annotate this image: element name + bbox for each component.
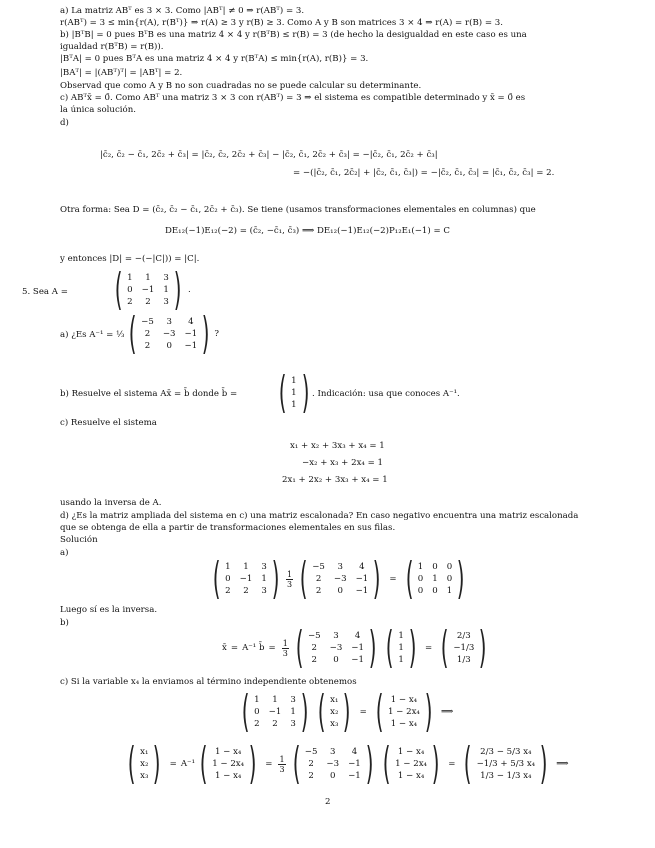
matrix-entry: 1/3 − 1/3 x₄ bbox=[480, 771, 532, 781]
matrix-entry: −1 bbox=[351, 655, 364, 665]
matrix-entry: 3 bbox=[290, 695, 296, 705]
matrix-entry: 0 bbox=[254, 707, 260, 717]
page-number: 2 bbox=[325, 797, 331, 807]
matrix-entry: 0 bbox=[417, 586, 424, 596]
matrix-entry: 3 bbox=[163, 297, 169, 307]
matrix-entry: −1 bbox=[348, 759, 361, 769]
matrix-I bbox=[418, 562, 452, 596]
matrix-Ainv bbox=[305, 747, 361, 781]
matrix-entry: −1 bbox=[348, 771, 361, 781]
matrix-entry: −5 bbox=[141, 317, 154, 327]
matrix-entry: 1 bbox=[254, 695, 260, 705]
matrix-entry: 0 bbox=[166, 341, 172, 351]
matrix-entry: −5 bbox=[307, 631, 321, 641]
matrix-entry: 2 bbox=[311, 655, 318, 665]
matrix-entry: 4 bbox=[359, 562, 365, 572]
matrix-entry: 2 bbox=[127, 297, 133, 307]
system-eq-2: −x₂ + x₃ + 2x₄ = 1 bbox=[302, 458, 384, 468]
matrix-entry: 0 bbox=[432, 586, 438, 596]
text-line: a) bbox=[60, 548, 69, 558]
matrix-entry: x₂ bbox=[140, 759, 149, 769]
matrix-x bbox=[140, 747, 148, 781]
matrix-entry: 1 bbox=[291, 376, 297, 386]
matrix-entry: 1 bbox=[272, 695, 278, 705]
solution-heading: Solución bbox=[60, 535, 98, 545]
matrix-entry: 4 bbox=[354, 631, 361, 641]
matrix-rhs bbox=[212, 747, 244, 781]
solution-c-equation-1: ( 1 1 3 0 −1 1 2 2 3 ) ( x₁ x₂ x₃ ) = ( 1 − x₄ 1 − 2x₄ 1 − x₄ ) ⟹ bbox=[241, 686, 454, 737]
matrix-entry: x₁ bbox=[330, 695, 339, 705]
matrix-entry: 3 bbox=[330, 747, 336, 757]
matrix-entry: 1 − x₄ bbox=[390, 695, 418, 705]
matrix-entry: −3 bbox=[333, 574, 347, 584]
solution-b-equation: x̄ = A⁻¹ b̄ = $\frac{1}{3}$ ( −5 3 4 2 −3 −1 2 0 −1 ) ( 1 1 1 ) = ( 2/3 −1/3 1/3 ) bbox=[222, 622, 487, 673]
matrix-entry: 2 bbox=[254, 719, 260, 729]
text-line: a) La matriz ABᵀ es 3 × 3. Como |ABᵀ| ≠ 0 ⇒ r(ABᵀ) = 3. bbox=[60, 6, 305, 16]
text-line: Otra forma: Sea D = (c̄₂, c̄₂ − c̄₁, 2c̄₂ + c̄₃). Se tiene (usamos transformaciones elementales en columnas) que bbox=[60, 205, 536, 215]
text-line: d) ¿Es la matriz ampliada del sistema en c) una matriz escalonada? En caso negativo encuentra una matriz escalonada bbox=[60, 511, 579, 521]
matrix-entry: 1 − x₄ bbox=[397, 771, 425, 781]
matrix-b bbox=[291, 376, 296, 410]
matrix-entry: 0 bbox=[337, 586, 343, 596]
matrix-entry: 0 bbox=[432, 562, 438, 572]
matrix-entry: 1 bbox=[290, 707, 296, 717]
matrix-entry: −1 bbox=[268, 707, 282, 717]
matrix-xsol bbox=[453, 631, 474, 665]
text-line: igualdad r(BᵀB) = r(B)). bbox=[60, 42, 164, 52]
matrix-entry: 3 bbox=[261, 586, 267, 596]
matrix-entry: −1 bbox=[355, 586, 369, 596]
text-line: d) bbox=[60, 118, 69, 128]
matrix-entry: 1 bbox=[127, 273, 133, 283]
matrix-entry: 2 bbox=[144, 341, 151, 351]
matrix-entry: 0 bbox=[333, 655, 339, 665]
matrix-A bbox=[254, 695, 296, 729]
matrix-entry: 2/3 bbox=[456, 631, 471, 641]
matrix-rhs bbox=[388, 695, 420, 729]
matrix-entry: 0 bbox=[417, 574, 424, 584]
matrix-entry: 3 bbox=[333, 631, 339, 641]
text-line: b) bbox=[60, 618, 69, 628]
matrix-entry: 1 − 2x₄ bbox=[395, 759, 428, 769]
matrix-entry: 1 − x₄ bbox=[390, 719, 418, 729]
matrix-entry: 1 bbox=[398, 643, 404, 653]
matrix-b bbox=[398, 631, 403, 665]
text-line: que se obtenga de ella a partir de transformaciones elementales en sus filas. bbox=[60, 523, 396, 533]
matrix-A-grid bbox=[127, 273, 169, 307]
matrix-entry: −3 bbox=[326, 759, 340, 769]
matrix-entry: −1 bbox=[351, 643, 364, 653]
matrix-entry: 1 bbox=[243, 562, 249, 572]
matrix-entry: −5 bbox=[312, 562, 325, 572]
system-eq-1: x₁ + x₂ + 3x₃ + x₄ = 1 bbox=[290, 441, 385, 451]
matrix-entry: 0 bbox=[330, 771, 336, 781]
matrix-entry: 2 bbox=[315, 574, 322, 584]
matrix-entry: 2 bbox=[315, 586, 322, 596]
matrix-entry: 1 bbox=[261, 574, 267, 584]
text-line: usando la inversa de A. bbox=[60, 498, 162, 508]
text-line: Luego sí es la inversa. bbox=[60, 605, 158, 615]
text-line: c) ABᵀx̄ = 0̄. Como ABᵀ una matriz 3 × 3 con r(ABᵀ) = 3 ⇒ el sistema es compatible determinado y x̄ = 0̄ es bbox=[60, 93, 526, 103]
matrix-entry: x₃ bbox=[330, 719, 339, 729]
matrix-entry: 3 bbox=[166, 317, 172, 327]
matrix-entry: 3 bbox=[337, 562, 343, 572]
text-line: Observad que como A y B no son cuadradas no se puede calcular su determinante. bbox=[60, 81, 422, 91]
text-line: r(ABᵀ) = 3 ≤ min{r(A), r(Bᵀ)} ⇒ r(A) ≥ 3 y r(B) ≥ 3. Como A y B son matrices 3 × 4 ⇒ r(A) = r(B) = 3. bbox=[60, 18, 503, 28]
matrix-entry: 2 bbox=[311, 643, 318, 653]
text-line: b) Resuelve el sistema Ax̄ = b̄ donde b̄ = bbox=[60, 389, 238, 399]
system-eq-3: 2x₁ + 2x₂ + 3x₃ + x₄ = 1 bbox=[282, 475, 388, 485]
matrix-entry: −1 bbox=[184, 329, 198, 339]
matrix-entry: 2 bbox=[225, 586, 231, 596]
matrix-entry: 1 bbox=[291, 400, 297, 410]
matrix-Ainv bbox=[141, 317, 197, 351]
matrix-entry: x₃ bbox=[140, 771, 149, 781]
matrix-entry: 1 bbox=[432, 574, 438, 584]
matrix-entry: 1 − x₄ bbox=[397, 747, 425, 757]
matrix-entry: 1 bbox=[225, 562, 231, 572]
matrix-entry: 2 bbox=[144, 329, 151, 339]
text-line: b) |BᵀB| = 0 pues BᵀB es una matriz 4 × 4 y r(BᵀB) ≤ r(B) = 3 (de hecho la desigualdad en este caso es una bbox=[60, 30, 527, 40]
matrix-entry: 1 bbox=[398, 631, 404, 641]
matrix-entry: −1 bbox=[184, 341, 198, 351]
matrix-Ainv bbox=[308, 631, 364, 665]
matrix-entry: x₁ bbox=[140, 747, 149, 757]
matrix-entry: 1 bbox=[145, 273, 151, 283]
matrix-entry: 1/3 bbox=[456, 655, 471, 665]
matrix-entry: 1 − 2x₄ bbox=[387, 707, 420, 717]
matrix-entry: 3 bbox=[261, 562, 267, 572]
matrix-entry: 1 − 2x₄ bbox=[212, 759, 245, 769]
matrix-entry: 2 bbox=[272, 719, 278, 729]
matrix-entry: 0 bbox=[446, 574, 453, 584]
matrix-entry: 2 bbox=[145, 297, 151, 307]
text-line: c) Si la variable x₄ la enviamos al término independiente obtenemos bbox=[60, 677, 357, 687]
matrix-entry: 0 bbox=[446, 562, 453, 572]
matrix-entry: 1 bbox=[291, 388, 297, 398]
problem-heading: 5. Sea A = bbox=[22, 287, 68, 297]
matrix-entry: −1 bbox=[239, 574, 253, 584]
matrix-entry: −3 bbox=[329, 643, 343, 653]
vector-b: ( 1 1 1 ) bbox=[278, 367, 310, 418]
matrix-entry: 3 bbox=[163, 273, 169, 283]
text-line: c) Resuelve el sistema bbox=[60, 418, 157, 428]
matrix-entry: −5 bbox=[304, 747, 318, 757]
text-line: . Indicación: usa que conoces A⁻¹. bbox=[312, 389, 460, 399]
equation-line: DE₁₂(−1)E₁₂(−2) = (c̄₂, −c̄₁, c̄₃) ⟹ DE₁₂(−1)E₁₂(−2)P₁₂E₁(−1) = C bbox=[165, 226, 450, 236]
matrix-A bbox=[225, 562, 267, 596]
matrix-entry: −1 bbox=[141, 285, 155, 295]
matrix-entry: 0 bbox=[127, 285, 133, 295]
matrix-entry: −3 bbox=[162, 329, 176, 339]
text-line: la única solución. bbox=[60, 105, 136, 115]
matrix-Ainv bbox=[312, 562, 368, 596]
matrix-entry: −1 bbox=[355, 574, 369, 584]
solution-a-equation: ( 1 1 3 0 −1 1 2 2 3 ) $\frac{1}{3}$ ( −5 3 4 2 −3 −1 2 0 −1 ) = ( 1 0 0 0 1 0 0 0 1 ) bbox=[212, 553, 465, 604]
matrix-entry: 2 bbox=[243, 586, 249, 596]
matrix-entry: 1 bbox=[163, 285, 169, 295]
matrix-xfinal bbox=[477, 747, 536, 781]
equation-line: |c̄₂, c̄₂ − c̄₁, 2c̄₂ + c̄₃| = |c̄₂, c̄₂, 2c̄₂ + c̄₃| − |c̄₂, c̄₁, 2c̄₂ + c̄₃| = −|c̄₂, c̄₁, 2c̄₂ + c̄₃| bbox=[100, 150, 438, 160]
matrix-entry: 0 bbox=[225, 574, 231, 584]
matrix-entry: 1 bbox=[446, 586, 453, 596]
matrix-Ainv-question: ( −5 3 4 2 −3 −1 2 0 −1 ) ? bbox=[128, 308, 219, 359]
matrix-entry: −1/3 + 5/3 x₄ bbox=[476, 759, 536, 769]
matrix-entry: 1 bbox=[417, 562, 424, 572]
matrix-entry: 2 bbox=[308, 771, 314, 781]
text-line: |BᵀA| = 0 pues BᵀA es una matriz 4 × 4 y r(BᵀA) ≤ min{r(A), r(B)} = 3. bbox=[60, 54, 369, 64]
matrix-x bbox=[330, 695, 338, 729]
matrix-rhs bbox=[395, 747, 427, 781]
matrix-entry: 1 bbox=[398, 655, 404, 665]
matrix-entry: x₂ bbox=[330, 707, 339, 717]
text-line: y entonces |D| = −(−|C|)) = |C|. bbox=[60, 254, 200, 264]
matrix-entry: 1 − x₄ bbox=[214, 747, 242, 757]
solution-c-equation-2: ( x₁ x₂ x₃ ) = A⁻¹ ( 1 − x₄ 1 − 2x₄ 1 − x₄ ) = $\frac{1}{3}$ ( −5 3 4 2 −3 −1 2 0 −1 ) ( 1 − x₄ 1 − 2x₄ 1 − x₄ ) = ( 2/3 − 5/3 x₄ −1/3 + 5/3 x₄ 1/3 − 1/3 x₄ ) ⟹ bbox=[127, 738, 569, 789]
matrix-A: ( 1 1 3 0 −1 1 2 2 3 ) . bbox=[114, 264, 191, 315]
text-line: a) ¿Es A⁻¹ = ⅓ bbox=[60, 330, 125, 340]
matrix-entry: 4 bbox=[188, 317, 194, 327]
text-line: |BAᵀ| = |(ABᵀ)ᵀ| = |ABᵀ| = 2. bbox=[60, 68, 183, 78]
equation-line: = −(|c̄₂, c̄₁, 2c̄₂| + |c̄₂, c̄₁, c̄₃|) = −|c̄₂, c̄₁, c̄₃| = |c̄₁, c̄₂, c̄₃| = 2. bbox=[293, 168, 555, 178]
matrix-entry: 4 bbox=[351, 747, 358, 757]
matrix-entry: 3 bbox=[290, 719, 296, 729]
matrix-entry: −1/3 bbox=[453, 643, 475, 653]
matrix-entry: 2/3 − 5/3 x₄ bbox=[480, 747, 532, 757]
matrix-entry: 2 bbox=[308, 759, 314, 769]
matrix-entry: 1 − x₄ bbox=[214, 771, 242, 781]
